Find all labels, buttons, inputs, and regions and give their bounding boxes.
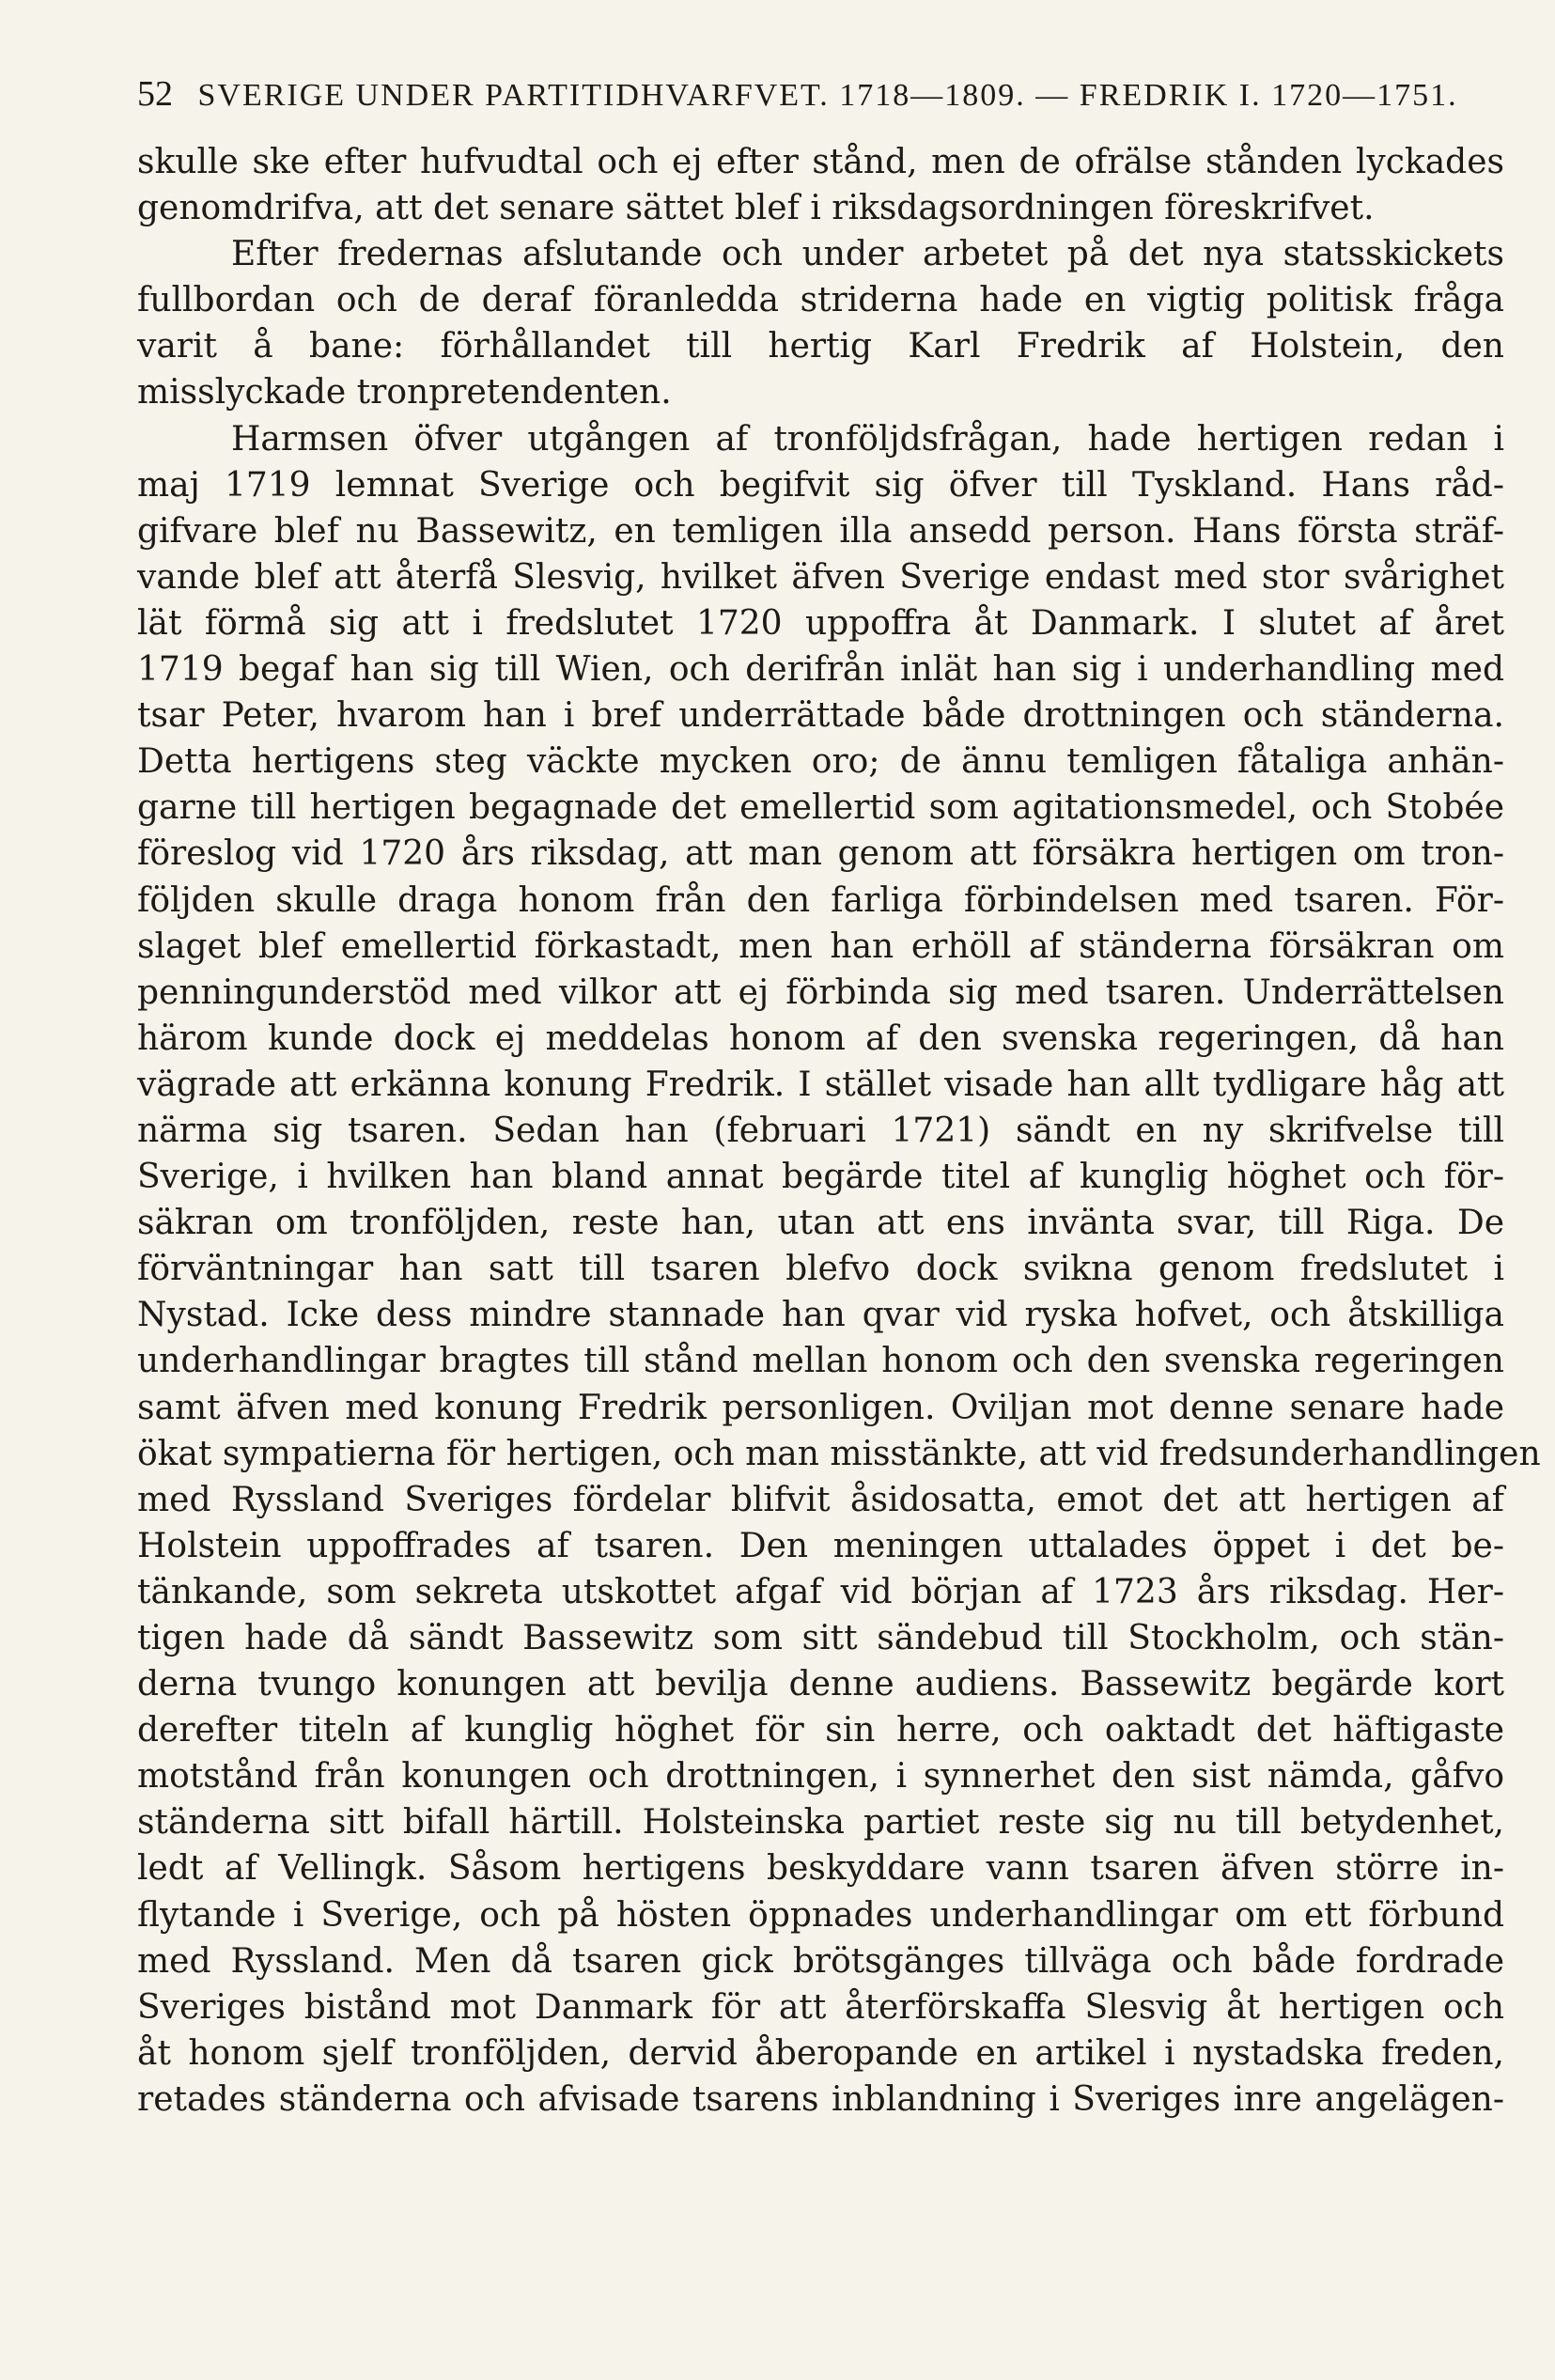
text-line: Nystad. Icke dess mindre stannade han qvar vid ryska hofvet, och åtskilliga [137, 1296, 1504, 1335]
text-line: 1719 begaf han sig till Wien, och derifrån inlät han sig i underhandling med [137, 650, 1504, 690]
text-line: Harmsen öfver utgången af tronföljdsfrågan, hade hertigen redan i [231, 419, 1504, 459]
text-line: derefter titeln af kunglig höghet för sin herre, och oaktadt det häftigaste [137, 1711, 1504, 1750]
text-line: varit å bane: förhållandet till hertig Karl Fredrik af Holstein, den [137, 327, 1504, 366]
running-title: SVERIGE UNDER PARTITIDHVARFVET. 1718—1809. — FREDRIK I. 1720—1751. [197, 78, 1458, 113]
text-line: lät förmå sig att i fredslutet 1720 uppoffra åt Danmark. I slutet af året [137, 603, 1504, 643]
text-line: Holstein uppoffrades af tsaren. Den meningen uttalades öppet i det be- [137, 1526, 1504, 1565]
text-line: misslyckade tronpretendenten. [137, 373, 672, 412]
text-line: Sveriges bistånd mot Danmark för att återförskaffa Slesvig åt hertigen och [137, 1987, 1504, 2027]
running-head [137, 73, 1504, 115]
text-line: slaget blef emellertid förkastadt, men han erhöll af ständerna försäkran om [137, 926, 1504, 966]
text-line: Sverige, i hvilken han bland annat begärde titel af kunglig höghet och för- [137, 1158, 1504, 1197]
text-line: samt äfven med konung Fredrik personligen. Oviljan mot denne senare hade [137, 1388, 1504, 1427]
text-line: tsar Peter, hvarom han i bref underrättade både drottningen och ständerna. [137, 696, 1504, 736]
text-line: åt honom sjelf tronföljden, dervid åberopande en artikel i nystadska freden, [137, 2033, 1504, 2073]
text-line: derna tvungo konungen att bevilja denne audiens. Bassewitz begärde kort [137, 1665, 1504, 1704]
text-line: Detta hertigens steg väckte mycken oro; de ännu temligen fåtaliga anhän- [137, 742, 1504, 782]
text-line: med Ryssland Sveriges fördelar blifvit åsidosatta, emot det att hertigen af [137, 1480, 1504, 1519]
text-line: ledt af Vellingk. Såsom hertigens beskyddare vann tsaren äfven större in- [137, 1849, 1504, 1889]
text-line: följden skulle draga honom från den farliga förbindelsen med tsaren. För- [137, 880, 1504, 920]
text-line: vande blef att återfå Slesvig, hvilket äfven Sverige endast med stor svårighet [137, 557, 1504, 597]
text-line: förväntningar han satt till tsaren blefvo dock svikna genom fredslutet i [137, 1250, 1504, 1289]
text-line: genomdrifva, att det senare sättet blef i riksdagsordningen föreskrifvet. [137, 189, 1375, 228]
text-line: ständerna sitt bifall härtill. Holsteinska partiet reste sig nu till betydenhet, [137, 1803, 1504, 1843]
text-line: underhandlingar bragtes till stånd mellan honom och den svenska regeringen [137, 1342, 1504, 1381]
text-line: motstånd från konungen och drottningen, i synnerhet den sist nämda, gåfvo [137, 1757, 1504, 1797]
text-line: maj 1719 lemnat Sverige och begifvit sig öfver till Tyskland. Hans råd- [137, 465, 1504, 505]
text-line: säkran om tronföljden, reste han, utan att ens invänta svar, till Riga. De [137, 1204, 1504, 1243]
text-line: tigen hade då sändt Bassewitz som sitt sändebud till Stockholm, och stän- [137, 1619, 1504, 1657]
text-line: med Ryssland. Men då tsaren gick brötsgänges tillväga och både fordrade [137, 1941, 1504, 1981]
text-line: närma sig tsaren. Sedan han (februari 1721) sändt en ny skrifvelse till [137, 1111, 1504, 1150]
text-line: gifvare blef nu Bassewitz, en temligen illa ansedd person. Hans första sträf- [137, 511, 1504, 551]
text-line: föreslog vid 1720 års riksdag, att man genom att försäkra hertigen om tron- [137, 834, 1504, 874]
text-line: vägrade att erkänna konung Fredrik. I stället visade han allt tydligare håg att [137, 1065, 1504, 1104]
text-line: flytande i Sverige, och på hösten öppnades underhandlingar om ett förbund [137, 1895, 1504, 1935]
text-line: ökat sympatierna för hertigen, och man misstänkte, att vid fredsunderhandlingen [137, 1434, 1541, 1473]
text-line: fullbordan och de deraf föranledda striderna hade en vigtig politisk fråga [137, 281, 1504, 320]
text-line: skulle ske efter hufvudtal och ej efter stånd, men de ofrälse stånden lyckades [137, 143, 1504, 181]
text-line: Efter fredernas afslutande och under arbetet på det nya statsskickets [231, 235, 1504, 274]
text-line: tänkande, som sekreta utskottet afgaf vid början af 1723 års riksdag. Her- [137, 1572, 1504, 1611]
text-line: retades ständerna och afvisade tsarens inblandning i Sveriges inre angelägen- [137, 2079, 1504, 2119]
text-line: penningunderstöd med vilkor att ej förbinda sig med tsaren. Underrättelsen [137, 972, 1504, 1012]
text-line: garne till hertigen begagnade det emellertid som agitationsmedel, och Stobée [137, 788, 1504, 828]
page-number: 52 [137, 74, 173, 114]
body-text [137, 139, 1541, 2123]
text-line: härom kunde dock ej meddelas honom af den svenska regeringen, då han [137, 1019, 1504, 1058]
